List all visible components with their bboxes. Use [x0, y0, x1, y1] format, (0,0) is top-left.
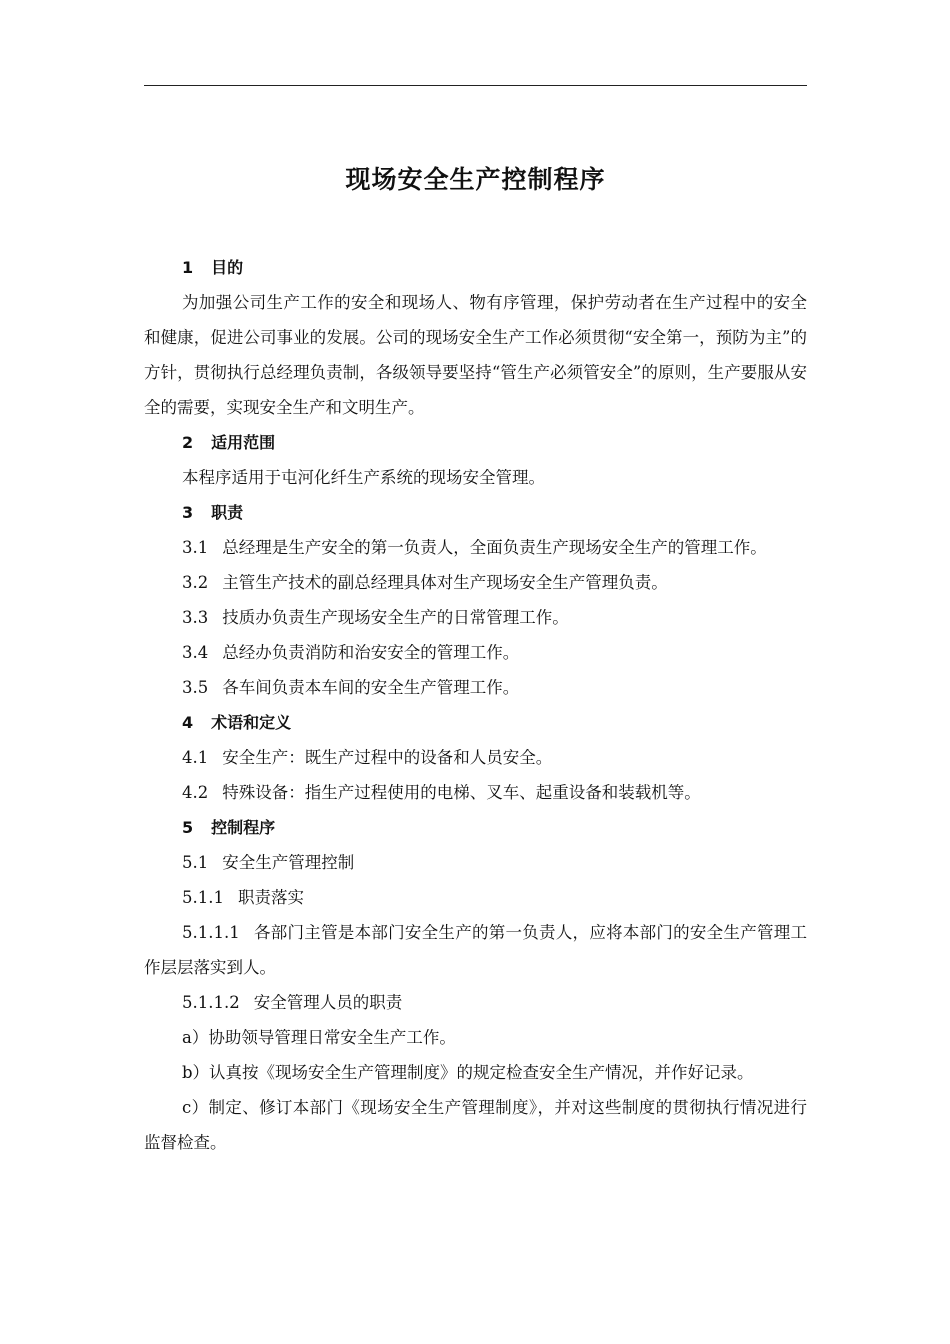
list-item — [144, 1090, 807, 1160]
clause-text: 主管生产技术的副总经理具体对生产现场安全生产管理负责。 — [222, 573, 668, 592]
page-title: 现场安全生产控制程序 — [345, 165, 606, 194]
section-heading — [144, 810, 807, 845]
clause-number: 5.1.1.1 — [182, 923, 240, 942]
list-item-text: c）制定、修订本部门《现场安全生产管理制度》，并对这些制度的贯彻执行情况进行监督检查。 — [144, 1098, 807, 1152]
clause-number: 4.1 — [182, 748, 209, 767]
section-heading-text: 目的 — [211, 258, 244, 277]
paragraph-text: 本程序适用于屯河化纤生产系统的现场安全管理。 — [182, 468, 545, 487]
clause — [144, 635, 807, 670]
clause-number: 5.1.1 — [182, 888, 224, 907]
section-heading-text: 术语和定义 — [211, 713, 292, 732]
list-item-text: b）认真按《现场安全生产管理制度》的规定检查安全生产情况，并作好记录。 — [182, 1063, 754, 1082]
clause — [144, 915, 807, 985]
section-heading-text: 职责 — [211, 503, 244, 522]
clause-number: 3.1 — [182, 538, 209, 557]
clause-text: 特殊设备：指生产过程使用的电梯、叉车、起重设备和装载机等。 — [222, 783, 701, 802]
clause-text: 职责落实 — [237, 888, 304, 907]
header-rule — [144, 85, 807, 86]
clause — [144, 985, 807, 1020]
section-number: 5 — [182, 818, 194, 837]
document-body — [144, 250, 807, 1160]
clause — [144, 600, 807, 635]
list-item — [144, 1020, 807, 1055]
section-number: 1 — [182, 258, 194, 277]
list-item — [144, 1055, 807, 1090]
section-number: 3 — [182, 503, 194, 522]
clause — [144, 565, 807, 600]
clause-text: 安全管理人员的职责 — [253, 993, 403, 1012]
clause — [144, 775, 807, 810]
clause-number: 4.2 — [182, 783, 209, 802]
clause-text: 总经理是生产安全的第一负责人，全面负责生产现场安全生产的管理工作。 — [222, 538, 767, 557]
section-heading-text: 适用范围 — [211, 433, 276, 452]
clause — [144, 845, 807, 880]
clause-text: 安全生产：既生产过程中的设备和人员安全。 — [222, 748, 553, 767]
clause-number: 5.1 — [182, 853, 209, 872]
clause-number: 3.3 — [182, 608, 209, 627]
clause-text: 各部门主管是本部门安全生产的第一负责人，应将本部门的安全生产管理工作层层落实到人。 — [144, 923, 807, 977]
section-heading — [144, 425, 807, 460]
clause-text: 安全生产管理控制 — [222, 853, 355, 872]
clause-number: 3.4 — [182, 643, 209, 662]
clause-number: 3.5 — [182, 678, 209, 697]
section-number: 4 — [182, 713, 194, 732]
clause — [144, 670, 807, 705]
clause-text: 技质办负责生产现场安全生产的日常管理工作。 — [222, 608, 569, 627]
paragraph — [144, 285, 807, 425]
section-number: 2 — [182, 433, 194, 452]
paragraph-text: 为加强公司生产工作的安全和现场人、物有序管理，保护劳动者在生产过程中的安全和健康，促进公司事业的发展。公司的现场安全生产工作必须贯彻“安全第一，预防为主”的方针，贯彻执行总经理负责制，各级领导要坚持“管生产必须管安全”的原则，生产要服从安全的需要，实现安全生产和文明生产。 — [144, 293, 807, 417]
clause-number: 3.2 — [182, 573, 209, 592]
section-heading-text: 控制程序 — [211, 818, 276, 837]
clause-number: 5.1.1.2 — [182, 993, 240, 1012]
section-heading — [144, 250, 807, 285]
paragraph — [144, 460, 807, 495]
clause-text: 总经办负责消防和治安安全的管理工作。 — [222, 643, 520, 662]
clause — [144, 740, 807, 775]
section-heading — [144, 705, 807, 740]
list-item-text: a）协助领导管理日常安全生产工作。 — [182, 1028, 456, 1047]
section-heading — [144, 495, 807, 530]
clause-text: 各车间负责本车间的安全生产管理工作。 — [222, 678, 520, 697]
clause — [144, 530, 807, 565]
clause — [144, 880, 807, 915]
